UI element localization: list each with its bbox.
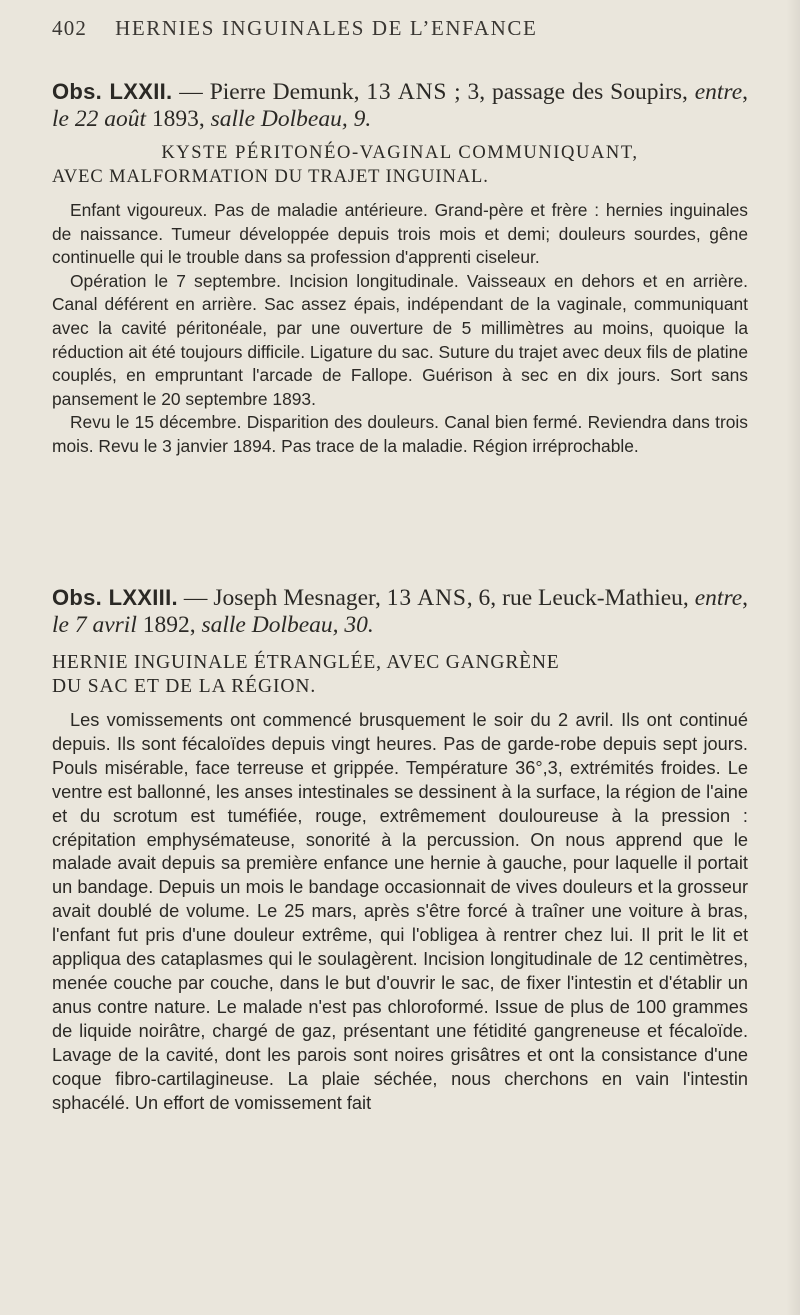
running-head [52,16,752,41]
entry-date: le 22 août [52,106,146,132]
diagnosis-title [52,141,748,189]
paragraph: Les vomissements ont commencé brusquement le soir du 2 avril. Ils ont continué depuis. Ils sont fécaloïdes depuis vingt heures. Pas de garde-robe depuis sept jours. Pouls misérable, face terreuse et grippée. Température 36°,3, extrémités froides. Le ventre est ballonné, les anses intestinales se dessinent à la surface, la région de l'aine et du scrotum est tuméfiée, rouge, extrêmement douloureuse à la pression : crépitation emphysémateuse, sonorité à la percussion. On nous apprend que le malade avait depuis sa première enfance une hernie à gauche, pour laquelle il portait un bandage. Depuis un mois le bandage occasionnait de vives douleurs et la grosseur avait doublé de volume. Le 25 mars, après s'être forcé à traîner une voiture à bras, l'enfant fut pris d'une douleur extrême, qui l'obligea à rentrer chez lui. Il prit le lit et appliqua des cataplasmes qui le soulagèrent. Incision longitudinale de 12 centimètres, menée couche par couche, dans le but d'ouvrir le sac, de fixer l'intestin et d'établir un anus contre nature. Le malade n'est pas chloroformé. Issue de plus de 100 grammes de liquide noirâtre, chargé de gaz, présentant une fétidité gangreneuse et fécaloïde. Lavage de la cavité, dont les parois sont noires grisâtres et ont la consistance d'une coque fibro-cartilagineuse. La plaie séchée, nous cherchons en vain l'intestin sphacélé. Un effort de vomissement fait [52,710,748,1113]
ward: salle Dolbeau, 30. [201,612,374,638]
observation-number: Obs. LXXIII. [52,585,178,610]
observation-heading: Obs. LXXII. — Pierre Demunk, 13 ANS ; 3, passage des Soupirs, entre, le 22 août 1893, salle Dolbeau, 9. [52,79,749,132]
page-number: 402 [52,16,88,40]
patient-address: ; 3, passage des Soupirs, [447,79,695,105]
entry-word: entre [694,585,743,611]
patient-age: 13 ANS [386,585,467,611]
observation-body [52,199,748,459]
patient-address: , 6, rue Leuck-Mathieu, [466,585,695,611]
ward: salle Dolbeau, 9. [210,106,372,132]
observation-body [52,709,748,1115]
diagnosis-line-2: AVEC MALFORMATION DU TRAJET INGUINAL. [52,167,489,187]
observation-number: Obs. LXXII. [52,79,173,104]
observation-lxxii [52,78,748,459]
entry-year: 1892, [136,612,202,638]
page-edge-shadow [786,0,800,1315]
heading-dash: — [177,585,214,611]
diagnosis-title [52,651,748,699]
paragraph: Revu le 15 décembre. Disparition des douleurs. Canal bien fermé. Reviendra dans trois mois. Revu le 3 janvier 1894. Pas trace de la maladie. Région irréprochable. [52,412,748,456]
patient-name: Pierre Demunk, [209,79,367,105]
diagnosis-line-1: HERNIE INGUINALE ÉTRANGLÉE, AVEC GANGRÈNE [52,652,560,673]
paragraph: Opération le 7 septembre. Incision longitudinale. Vaisseaux en dehors et en arrière. Canal déférent en arrière. Sac assez épais, indépendant de la vaginale, communiquant avec la cavité péritonéale, par une ouverture de 5 millimètres au moins, quoique la réduction ait été toujours difficile. Ligature du sac. Suture du trajet avec deux fils de platine couplés, en empruntant l'arcade de Fallope. Guérison à sec en dix jours. Sort sans pansement le 20 septembre 1893. [52,270,748,409]
heading-dash: — [172,79,210,105]
entry-word: entre [694,79,743,105]
observation-lxxiii [52,584,748,1115]
running-title: HERNIES INGUINALES DE L’ENFANCE [115,16,538,40]
paragraph: Enfant vigoureux. Pas de maladie antérieure. Grand-père et frère : hernies inguinales de naissance. Tumeur développée depuis trois mois et demi; douleurs sourdes, gêne continuelle qui le trouble dans sa profession d'apprenti ciseleur. [52,200,748,268]
patient-age: 13 ANS [366,79,448,105]
diagnosis-line-2: DU SAC ET DE LA RÉGION. [52,676,317,697]
observation-heading: Obs. LXXIII. — Joseph Mesnager, 13 ANS, 6, rue Leuck-Mathieu, entre, le 7 avril 1892, salle Dolbeau, 30. [52,585,749,638]
entry-date: le 7 avril [52,612,137,638]
diagnosis-line-1: KYSTE PÉRITONÉO-VAGINAL COMMUNIQUANT, [161,143,639,163]
patient-name: Joseph Mesnager, [213,585,387,611]
entry-year: 1893, [146,106,211,132]
